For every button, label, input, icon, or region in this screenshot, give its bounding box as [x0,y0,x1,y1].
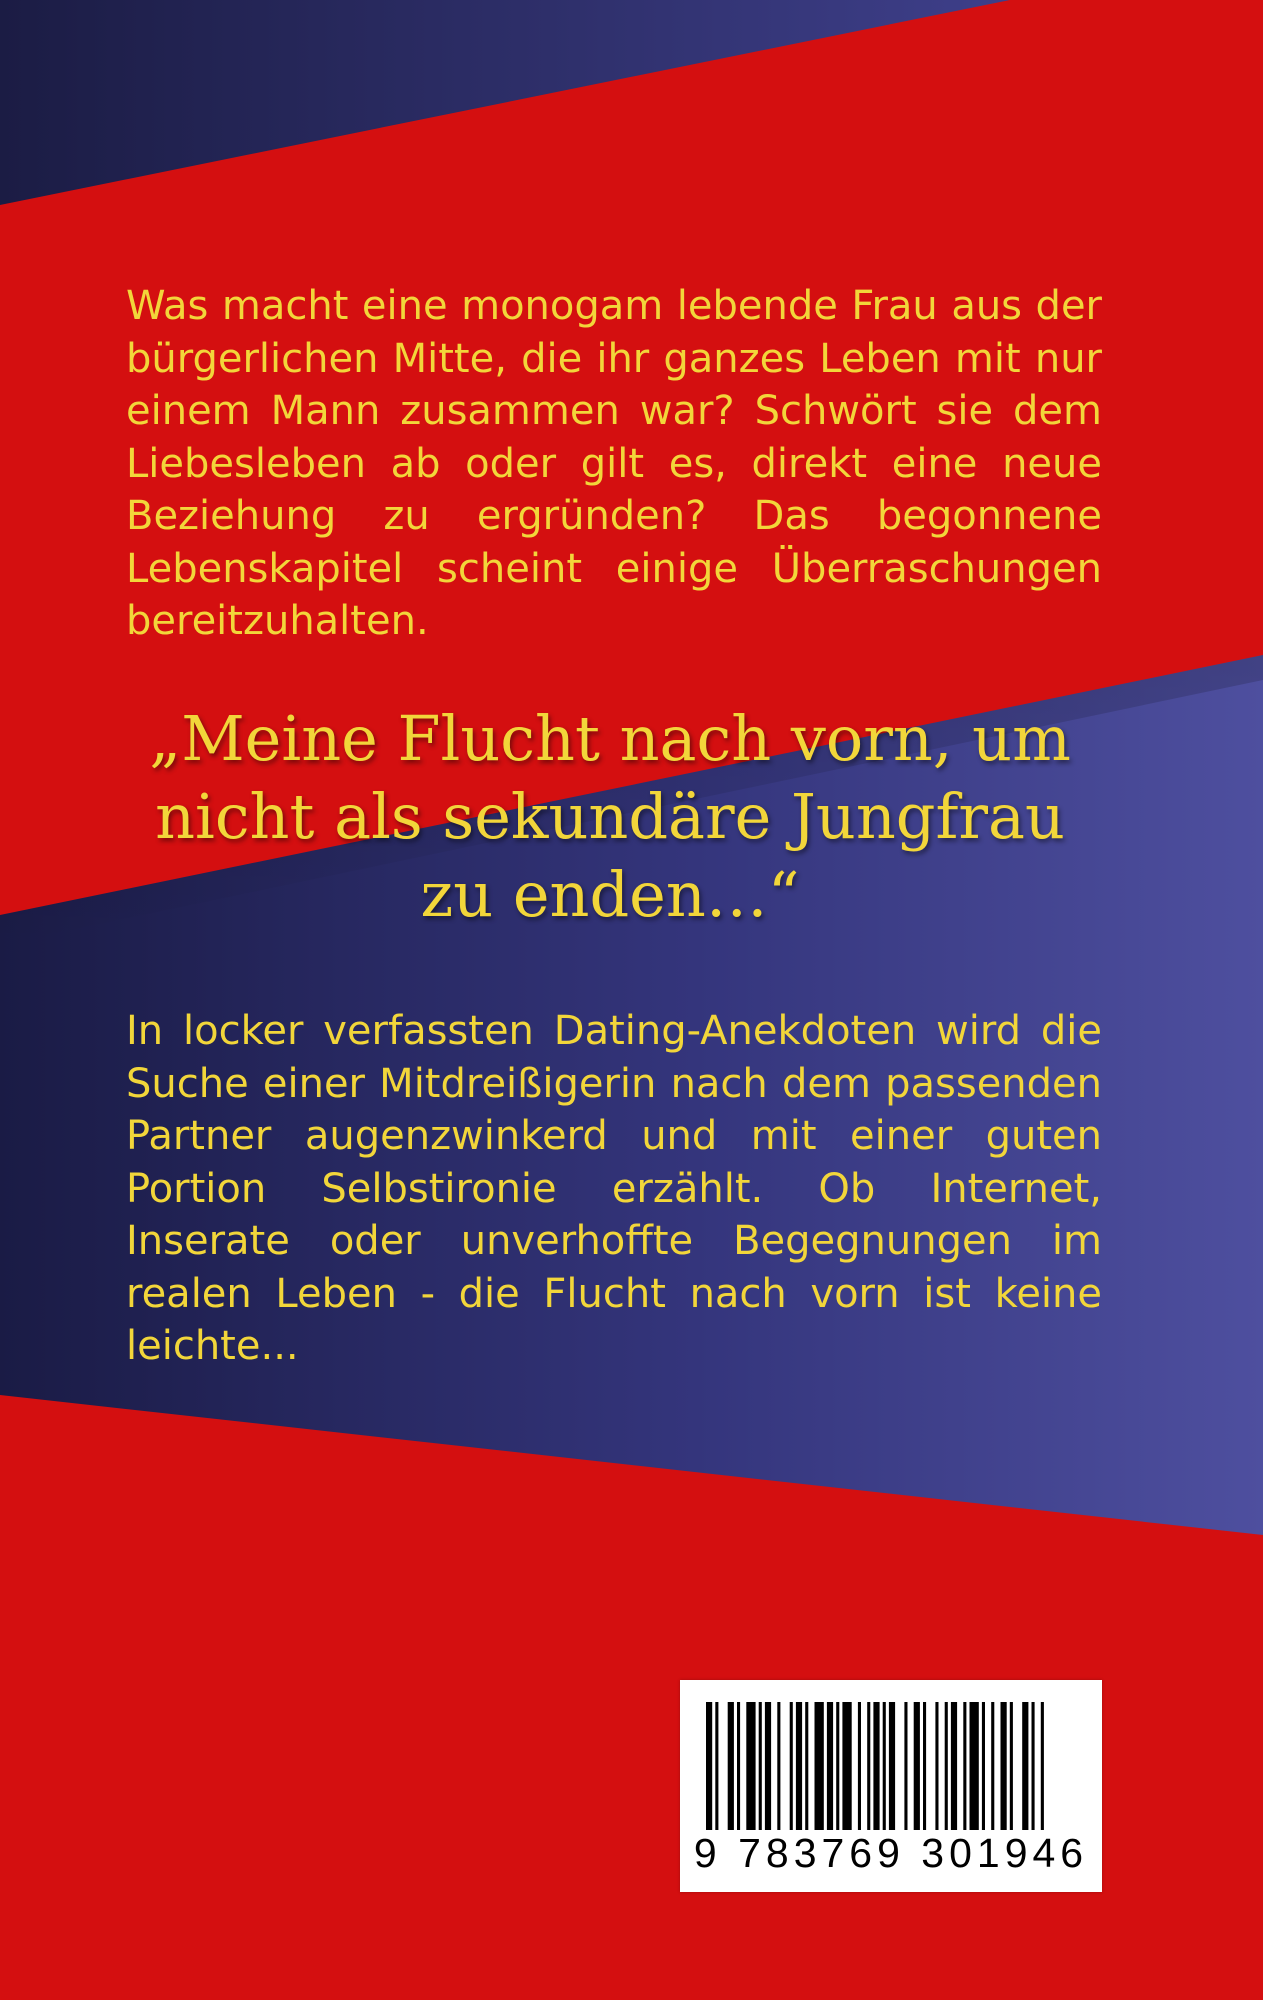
barcode-bar [1032,1702,1035,1830]
barcode-bar [945,1702,948,1830]
barcode-digits: 9 783769 301946 [693,1830,1089,1876]
barcode-bar [805,1702,808,1830]
barcode-bar [970,1702,979,1830]
barcode-bar [827,1702,833,1830]
barcode-bar [796,1702,802,1830]
barcode-bar [746,1702,755,1830]
barcode-bar [759,1702,762,1830]
barcode-bar [715,1702,718,1830]
barcode-bar [883,1702,886,1830]
barcode-bar [836,1702,839,1830]
barcode-bar [889,1702,895,1830]
barcode-bar [923,1702,926,1830]
barcode-bar [951,1702,957,1830]
barcode-bar [1001,1702,1007,1830]
barcode-bar [737,1702,740,1830]
barcode-bar [1010,1702,1013,1830]
isbn-barcode [680,1680,1102,1892]
blurb-bottom: In locker verfassten Dating-Anekdoten wird die Suche einer Mitdreißigerin nach dem passenden Partner augenzwinkerd und mit einer guten Portion Selbstironie erzählt. Ob Internet, Inserate oder unverhoffte Begegnungen im realen Leben - die Flucht nach vorn ist keine leichte... [126,1008,1102,1369]
barcode-bar [858,1702,861,1830]
pull-quote: „Meine Flucht nach vorn, um nicht als sekundäre Jungfrau zu enden…“ [149,702,1071,931]
barcode-bar [728,1702,734,1830]
barcode-bar [904,1702,907,1830]
barcode-bar [963,1702,966,1830]
barcode-bar [982,1702,985,1830]
barcode-bar [867,1702,870,1830]
barcode-bar [914,1702,920,1830]
barcode-bar [815,1702,824,1830]
barcode-bar [706,1702,712,1830]
barcode-bar [790,1702,793,1830]
barcode-bar [873,1702,879,1830]
barcode-bar [935,1702,938,1830]
barcode-bar [777,1702,780,1830]
barcode-bar [1041,1702,1044,1830]
barcode-bar [991,1702,994,1830]
barcode-bar [1022,1702,1028,1830]
barcode-bar [765,1702,771,1830]
barcode-bar [842,1702,851,1830]
blurb-top: Was macht eine monogam lebende Frau aus der bürgerlichen Mitte, die ihr ganzes Leben mit nur einem Mann zusammen war? Schwört sie dem Liebesleben ab oder gilt es, direkt eine neue Beziehung zu ergründen? Das begonnene Lebenskapitel scheint einige Überraschungen bereitzuhalten. [126,283,1102,644]
